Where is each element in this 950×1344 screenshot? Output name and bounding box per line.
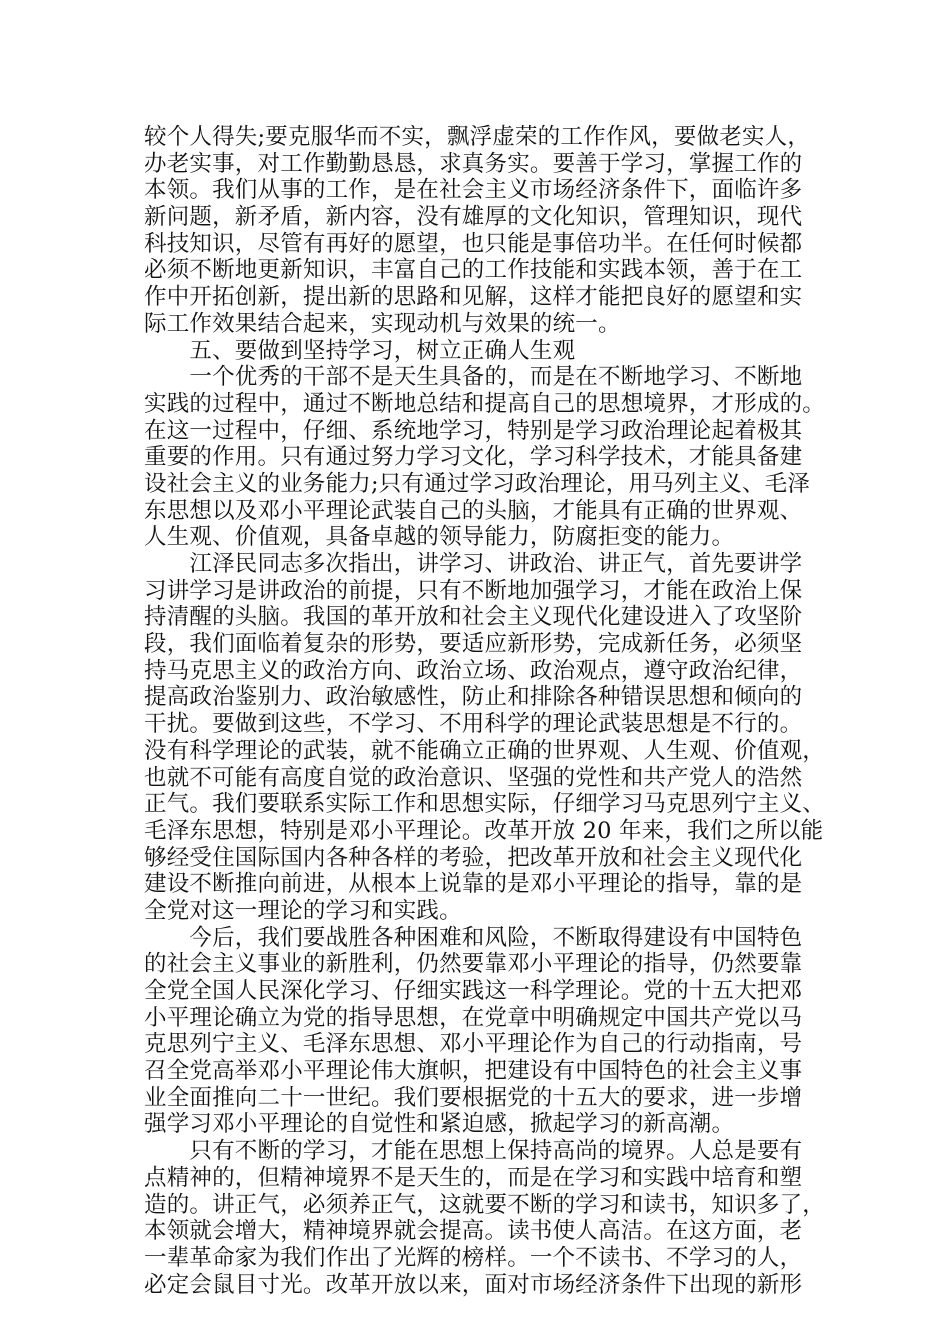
text-line-16: 人生观、价值观，具备卓越的领导能力，防腐拒变的能力。 — [144, 524, 735, 551]
text-line-40: 点精神的，但精神境界不是天生的，而是在学习和实践中培育和塑 — [144, 1164, 803, 1191]
text-line-1: 较个人得失;要克服华而不实，飘浮虚荣的工作作风，要做老实人， — [144, 124, 811, 150]
text-line-35: 克思列宁主义、毛泽东思想、邓小平理论作为自己的行动指南，号 — [144, 1031, 803, 1058]
text-line-32: 的社会主义事业的新胜利，仍然要靠邓小平理论的指导，仍然要靠 — [144, 951, 803, 978]
section-heading: 五、要做到坚持学习，树立正确人生观 — [144, 337, 576, 364]
text-line-34: 小平理论确立为党的指导思想，在党章中明确规定中国共产党以马 — [144, 1004, 803, 1031]
text-line-14: 设社会主义的业务能力;只有通过学习政治理论，用马列主义、毛泽 — [144, 470, 811, 497]
text-line-18: 习讲学习是讲政治的前提，只有不断地加强学习，才能在政治上保 — [144, 577, 803, 604]
text-line-8: 际工作效果结合起来，实现动机与效果的统一。 — [144, 310, 621, 337]
text-line-44: 必定会鼠目寸光。改革开放以来，面对市场经济条件下出现的新形 — [144, 1271, 803, 1298]
text-line-7: 作中开拓创新，提出新的思路和见解，这样才能把良好的愿望和实 — [144, 284, 803, 311]
text-line-20: 段，我们面临着复杂的形势，要适应新形势，完成新任务，必须坚 — [144, 631, 803, 658]
text-line-43: 一辈革命家为我们作出了光辉的榜样。一个不读书、不学习的人， — [144, 1244, 803, 1271]
text-line-33: 全党全国人民深化学习、仔细实践这一科学理论。党的十五大把邓 — [144, 978, 803, 1004]
document-page — [144, 124, 834, 1298]
text-line-23: 干扰。要做到这些，不学习、不用科学的理论武装思想是不行的。 — [144, 711, 803, 738]
text-line-28: 够经受住国际国内各种各样的考验，把改革开放和社会主义现代化 — [144, 844, 803, 871]
text-line-26: 正气。我们要联系实际工作和思想实际，仔细学习马克思列宁主义、 — [144, 791, 826, 818]
text-line-42: 本领就会增大，精神境界就会提高。读书使人高洁。在这方面，老 — [144, 1218, 803, 1245]
text-line-17: 江泽民同志多次指出，讲学习、讲政治、讲正气，首先要讲学 — [144, 551, 803, 577]
text-line-13: 重要的作用。只有通过努力学习文化，学习科学技术，才能具备建 — [144, 444, 803, 471]
text-line-25: 也就不可能有高度自觉的政治意识、坚强的党性和共产党人的浩然 — [144, 764, 803, 791]
text-line-2: 办老实事，对工作勤勤恳恳，求真务实。要善于学习，掌握工作的 — [144, 150, 803, 177]
text-line-3: 本领。我们从事的工作，是在社会主义市场经济条件下，面临许多 — [144, 177, 803, 204]
text-line-5: 科技知识，尽管有再好的愿望，也只能是事倍功半。在任何时候都 — [144, 230, 803, 257]
text-line-6: 必须不断地更新知识，丰富自己的工作技能和实践本领，善于在工 — [144, 257, 803, 284]
text-line-15: 东思想以及邓小平理论武装自己的头脑，才能具有正确的世界观、 — [144, 497, 803, 524]
text-line-12: 在这一过程中，仔细、系统地学习，特别是学习政治理论起着极其 — [144, 417, 803, 444]
text-line-30: 全党对这一理论的学习和实践。 — [144, 897, 462, 924]
text-line-4: 新问题，新矛盾，新内容，没有雄厚的文化知识，管理知识，现代 — [144, 204, 803, 231]
text-line-39: 只有不断的学习，才能在思想上保持高尚的境界。人总是要有 — [144, 1138, 803, 1165]
text-line-24: 没有科学理论的武装，就不能确立正确的世界观、人生观、价值观， — [144, 737, 826, 764]
text-line-22: 提高政治鉴别力、政治敏感性，防止和排除各种错误思想和倾向的 — [144, 684, 803, 711]
text-line-10: 一个优秀的干部不是天生具备的，而是在不断地学习、不断地 — [144, 364, 803, 391]
text-line-11: 实践的过程中，通过不断地总结和提高自己的思想境界，才形成的。 — [144, 390, 826, 417]
text-line-37: 业全面推向二十一世纪。我们要根据党的十五大的要求，进一步增 — [144, 1084, 803, 1111]
text-line-41: 造的。讲正气，必须养正气，这就要不断的学习和读书，知识多了， — [144, 1191, 826, 1218]
text-line-38: 强学习邓小平理论的自觉性和紧迫感，掀起学习的新高潮。 — [144, 1111, 735, 1138]
text-line-19: 持清醒的头脑。我国的革开放和社会主义现代化建设进入了攻坚阶 — [144, 604, 803, 631]
text-line-29: 建设不断推向前进，从根本上说靠的是邓小平理论的指导，靠的是 — [144, 871, 803, 898]
text-line-21: 持马克思主义的政治方向、政治立场、政治观点，遵守政治纪律， — [144, 657, 803, 684]
text-line-27: 毛泽东思想，特别是邓小平理论。改革开放 20 年来，我们之所以能 — [144, 817, 824, 844]
text-line-31: 今后，我们要战胜各种困难和风险，不断取得建设有中国特色 — [144, 924, 803, 951]
text-line-36: 召全党高举邓小平理论伟大旗帜，把建设有中国特色的社会主义事 — [144, 1058, 803, 1085]
